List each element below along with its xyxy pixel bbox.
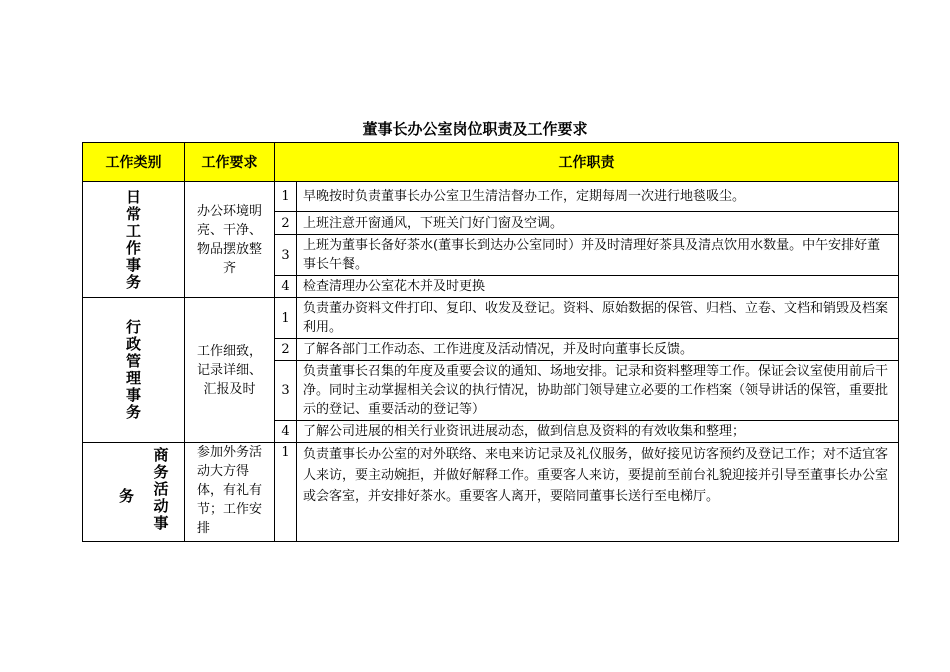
requirement-cell: 工作细致，记录详细、汇报及时 [185,298,275,443]
category-cell [83,182,185,298]
header-category: 工作类别 [83,143,185,182]
category-label: 日常工作事务 [125,187,141,291]
requirement-cell: 参加外务活动大方得体，有礼有节；工作安排 [185,443,275,542]
duty-number: 1 [275,443,297,542]
duty-number: 1 [275,298,297,339]
requirement-cell: 办公环境明亮、干净、物品摆放整齐 [185,182,275,298]
duty-text: 检查清理办公室花木并及时更换 [297,276,899,298]
duty-number: 2 [275,339,297,361]
category-label-part2: 务 [119,487,135,505]
table-row [83,182,899,212]
duty-number: 4 [275,421,297,443]
duty-number: 3 [275,235,297,276]
header-duties: 工作职责 [275,143,899,182]
document-title: 董事长办公室岗位职责及工作要求 [362,120,588,138]
category-label: 行政管理事务 [125,318,141,421]
duty-text: 负责董事长召集的年度及重要会议的通知、场地安排。记录和资料整理等工作。保证会议室使用前后干净。同时主动掌握相关会议的执行情况，协助部门领导建立必要的工作档案（领导讲话的保管，重要批示的登记、重要活动的登记等） [297,361,899,421]
table-row [83,298,899,339]
header-row [83,143,899,182]
duty-number: 1 [275,182,297,212]
duty-text: 负责董办资料文件打印、复印、收发及登记。资料、原始数据的保管、归档、立卷、文档和销毁及档案利用。 [297,298,899,339]
table-row [83,443,899,542]
category-cell [83,298,185,443]
duty-text: 早晚按时负责董事长办公室卫生清洁督办工作，定期每周一次进行地毯吸尘。 [297,182,899,212]
header-requirement: 工作要求 [185,143,275,182]
duties-table [82,142,899,542]
duty-number: 3 [275,361,297,421]
duty-number: 2 [275,212,297,235]
duty-text: 上班注意开窗通风，下班关门好门窗及空调。 [297,212,899,235]
duty-number: 4 [275,276,297,298]
category-label-part1: 商务活动事 [153,446,169,532]
duty-text: 负责董事长办公室的对外联络、来电来访记录及礼仪服务，做好接见访客预约及登记工作；对不适宜客人来访，要主动婉拒，并做好解释工作。重要客人来访，要提前至前台礼貌迎接并引导至董事长办公室或会客室，并安排好茶水。重要客人离开，要陪同董事长送行至电梯厅。 [297,443,899,542]
duty-text: 了解公司进展的相关行业资讯进展动态，做到信息及资料的有效收集和整理； [297,421,899,443]
category-cell [83,443,185,542]
duty-text: 了解各部门工作动态、工作进度及活动情况，并及时向董事长反馈。 [297,339,899,361]
duty-text: 上班为董事长备好茶水(董事长到达办公室同时）并及时清理好茶具及清点饮用水数量。中午安排好董事长午餐。 [297,235,899,276]
